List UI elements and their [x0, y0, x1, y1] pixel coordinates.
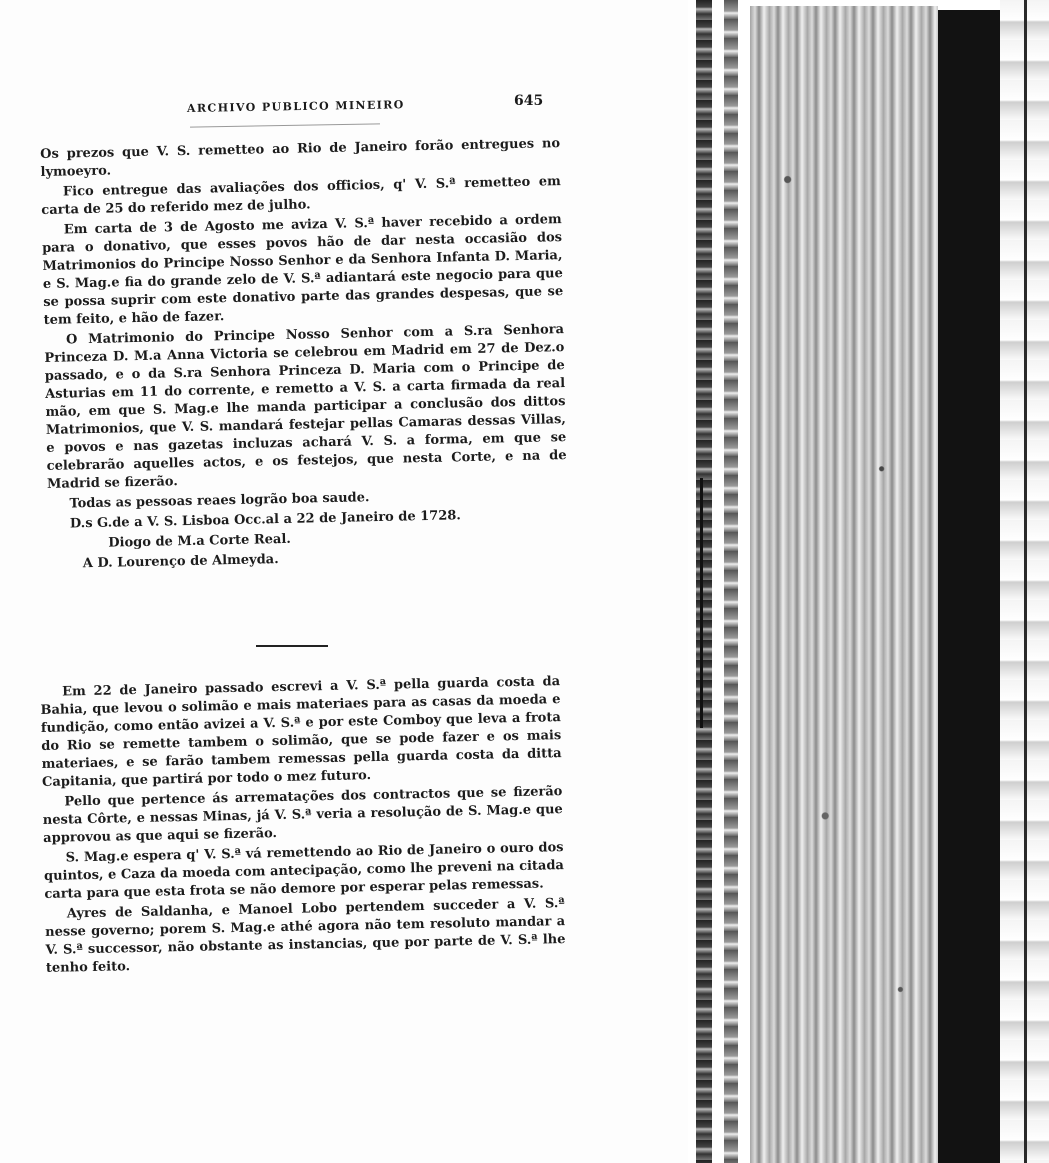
edge-line: [1024, 0, 1027, 1163]
paragraph: Todas as pessoas reaes logrão boa saude.: [69, 490, 370, 512]
gutter-shadow: [696, 0, 712, 1163]
paragraph: O Matrimonio do Principe Nosso Senhor com a S.ra Senhora Princeza D. M.a Anna Victoria se celebrou em Madrid em 27 de Dez.o passado, e o da S.ra Senhora Princeza D. Maria com o Principe de Asturias em 11 do corrente, e remetto a V. S. a carta firmada da real mão, em que S. Mag.e lhe manda participar a conclusão dos dittos Matrimonios, que V. S. mandará festejar pellas Camaras dessas Villas, e povos e nas gazetas incluzas achará V. S. a forma, em que se celebrarão aquelles actos, e os festejos, que nesta Corte, e na de Madrid se fizerão.: [44, 322, 567, 492]
scan-noise-strip: [750, 6, 938, 1163]
page-number: 645: [514, 93, 544, 109]
paragraph: Em carta de 3 de Agosto me aviza V. S.ª haver recebido a ordem para o donativo, que esses povos hão de dar nesta occasião dos Matrimonios do Principe Nosso Senhor e da Senhora Infanta D. Maria, e S. Mag.e fia do grande zelo de V. S.ª adiantará este negocio para que se possa suprir com este donativo parte das grandes despesas, que se tem feito, e hão de fazer.: [41, 212, 564, 328]
paragraph: Os prezos que V. S. remetteo ao Rio de Janeiro forão entregues no lymoeyro.: [40, 136, 561, 180]
addressee: A D. Lourenço de Almeyda.: [82, 552, 279, 572]
paragraph: Pello que pertence ás arrematações dos contractos que se fizerão nesta Côrte, e nessas Minas, já V. S.ª veria a resolução de S. Mag.e que approvou as que aqui se fizerão.: [42, 784, 563, 846]
dark-binding-bar: [938, 10, 1000, 1163]
letter-2: [40, 673, 566, 980]
paragraph: S. Mag.e espera q' V. S.ª vá remettendo ao Rio de Janeiro o ouro dos quintos, e Caza da moeda com antecipação, como lhe preveni na citada carta para que esta frota se não demore por esperar pelas remessas.: [43, 840, 565, 902]
section-separator: [256, 645, 328, 647]
closing-line: D.s G.de a V. S. Lisboa Occ.al a 22 de Janeiro de 1728.: [69, 508, 462, 532]
paragraph: Ayres de Saldanha, e Manoel Lobo pertendem succeder a V. S.ª nesse governo; porem S. Mag.e athé agora não tem resoluto mandar a V. S.ª successor, não obstante as instancias, que por parte de V. S.ª lhe tenho feito.: [45, 896, 566, 976]
signature: Diogo de M.a Corte Real.: [108, 531, 292, 551]
letter-1: [40, 135, 569, 576]
binding-pin: [700, 478, 703, 728]
header-rule: [190, 123, 380, 127]
paragraph: Fico entregue das avaliações dos officios, q' V. S.ª remetteo em carta de 25 do referido mez de julho.: [41, 174, 562, 218]
running-title: ARCHIVO PUBLICO MINEIRO: [186, 98, 405, 115]
paragraph: Em 22 de Janeiro passado escrevi a V. S.ª pella guarda costa da Bahia, que levou o solimão e mais materiaes para as casas da moeda e fundição, como então avizei a V. S.ª e por este Comboy que leva a frota do Rio se remette tambem o solimão, que se pode fazer e os mais materiaes, e se farão tambem remessas pella guarda costa da ditta Capitania, que partirá por todo o mez futuro.: [40, 674, 562, 790]
gutter-shadow: [724, 0, 738, 1163]
book-binding-gutter: [688, 0, 1049, 1163]
